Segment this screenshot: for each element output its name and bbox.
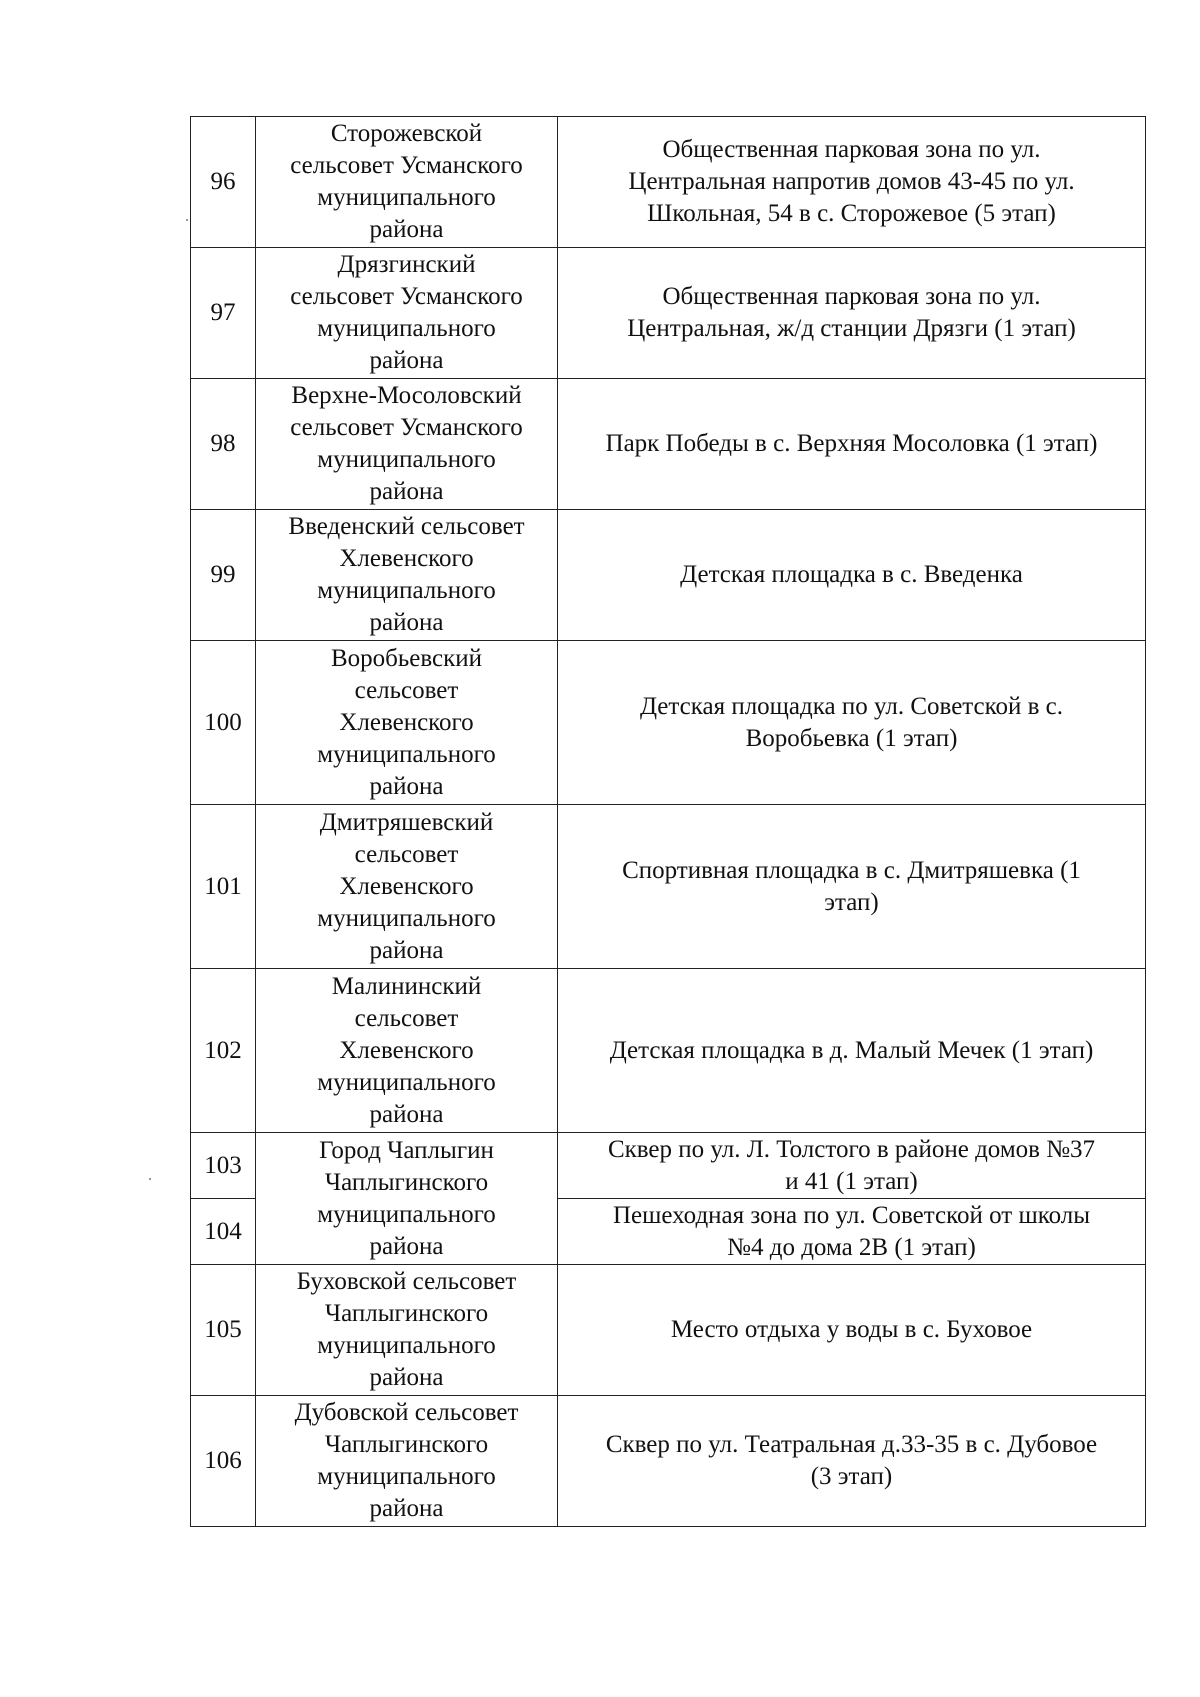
object-line: Воробьевка (1 этап)	[745, 724, 958, 752]
municipality-cell	[256, 969, 558, 1133]
object-line: Центральная, ж/д станции Дрязги (1 этап)	[627, 315, 1076, 342]
municipality-line: муниципального	[317, 904, 496, 932]
municipality-line: Малининский	[331, 972, 482, 1000]
municipality-line: района	[369, 347, 444, 374]
object-cell	[558, 379, 1146, 510]
table-row	[191, 248, 1146, 379]
table-row	[191, 510, 1146, 641]
object-cell	[558, 248, 1146, 379]
municipality-line: муниципального	[317, 1332, 496, 1359]
object-line: Детская площадка в д. Малый Мечек (1 этап)	[609, 1036, 1094, 1064]
municipality-line: Хлевенского	[339, 872, 474, 900]
municipality-line: Чаплыгинского	[324, 1300, 489, 1327]
municipality-line: муниципального	[317, 1068, 496, 1096]
row-number: 106	[191, 1396, 256, 1527]
object-line: №4 до дома 2В (1 этап)	[727, 1233, 976, 1261]
table-row	[191, 1133, 1146, 1199]
municipality-cell	[256, 248, 558, 379]
object-line: Общественная парковая зона по ул.	[662, 283, 1041, 310]
table-row	[191, 1396, 1146, 1527]
municipality-line: муниципального	[317, 184, 496, 211]
municipality-cell	[256, 805, 558, 969]
municipality-line: района	[369, 936, 444, 964]
municipality-line: Верхне-Мосоловский	[291, 382, 522, 409]
municipality-line: муниципального	[317, 446, 496, 473]
municipality-line: Чаплыгинского	[324, 1431, 489, 1458]
table-row	[191, 379, 1146, 510]
object-line: Сквер по ул. Театральная д.33-35 в с. Дубовое	[605, 1431, 1098, 1458]
object-line: (3 этап)	[810, 1463, 893, 1490]
improvement-objects-table	[190, 116, 1146, 1527]
municipality-line: Дмитряшевский	[319, 808, 494, 836]
object-line: Детская площадка по ул. Советской в с.	[639, 692, 1064, 720]
row-number: 101	[191, 805, 256, 969]
municipality-line: Чаплыгинского	[324, 1168, 489, 1196]
scan-speck	[186, 219, 188, 221]
municipality-line: района	[369, 216, 444, 243]
municipality-line: муниципального	[317, 1463, 496, 1490]
object-cell	[558, 510, 1146, 641]
object-cell	[558, 805, 1146, 969]
row-number: 103	[191, 1133, 256, 1199]
object-cell	[558, 1199, 1146, 1265]
municipality-line: муниципального	[317, 577, 496, 604]
municipality-line: муниципального	[317, 315, 496, 342]
object-cell	[558, 1133, 1146, 1199]
row-number: 105	[191, 1265, 256, 1396]
municipality-line: Хлевенского	[339, 708, 474, 736]
table-row	[191, 805, 1146, 969]
municipality-line: Город Чаплыгин	[319, 1136, 494, 1164]
municipality-line: сельсовет Усманского	[290, 152, 523, 179]
municipality-line: Хлевенского	[339, 1036, 474, 1064]
table-row	[191, 641, 1146, 805]
municipality-cell	[256, 510, 558, 641]
table-row	[191, 117, 1146, 248]
table-row	[191, 969, 1146, 1133]
row-number: 97	[191, 248, 256, 379]
municipality-line: сельсовет Усманского	[290, 414, 523, 441]
row-number: 102	[191, 969, 256, 1133]
municipality-line: района	[369, 772, 444, 800]
municipality-line: района	[369, 1232, 444, 1260]
municipality-line: Дубовской сельсовет	[294, 1399, 519, 1426]
object-cell	[558, 117, 1146, 248]
municipality-cell	[256, 1133, 558, 1265]
municipality-line: Воробьевский	[330, 644, 483, 672]
municipality-line: Хлевенского	[339, 545, 474, 572]
municipality-cell	[256, 1396, 558, 1527]
object-line: Сквер по ул. Л. Толстого в районе домов №37	[607, 1135, 1096, 1163]
object-cell	[558, 641, 1146, 805]
municipality-line: района	[369, 609, 444, 636]
municipality-cell	[256, 379, 558, 510]
object-line: Школьная, 54 в с. Сторожевое (5 этап)	[647, 200, 1056, 227]
object-line: Центральная напротив домов 43-45 по ул.	[628, 168, 1075, 195]
object-line: Общественная парковая зона по ул.	[662, 136, 1041, 163]
municipality-line: Введенский сельсовет	[288, 513, 525, 540]
municipality-cell	[256, 117, 558, 248]
object-line: Парк Победы в с. Верхняя Мосоловка (1 этап)	[605, 430, 1098, 457]
municipality-cell	[256, 641, 558, 805]
row-number: 99	[191, 510, 256, 641]
object-line: этап)	[824, 888, 879, 916]
municipality-line: сельсовет	[354, 840, 459, 868]
municipality-line: района	[369, 1100, 444, 1128]
municipality-cell	[256, 1265, 558, 1396]
municipality-line: муниципального	[317, 740, 496, 768]
object-cell	[558, 1396, 1146, 1527]
object-line: Детская площадка в с. Введенка	[680, 561, 1023, 588]
object-line: Пешеходная зона по ул. Советской от школы	[612, 1201, 1091, 1229]
municipality-line: сельсовет Усманского	[290, 283, 523, 310]
municipality-line: сельсовет	[354, 676, 459, 704]
municipality-line: сельсовет	[354, 1004, 459, 1032]
row-number: 104	[191, 1199, 256, 1265]
municipality-line: Сторожевской	[330, 120, 483, 147]
municipality-line: района	[369, 1495, 444, 1522]
object-line: Спортивная площадка в с. Дмитряшевка (1	[622, 856, 1081, 884]
object-line: и 41 (1 этап)	[785, 1167, 918, 1195]
object-line: Место отдыха у воды в с. Буховое	[670, 1316, 1033, 1343]
object-cell	[558, 1265, 1146, 1396]
municipality-line: муниципального	[317, 1200, 496, 1228]
row-number: 100	[191, 641, 256, 805]
municipality-line: района	[369, 1364, 444, 1391]
scan-speck	[149, 1178, 151, 1180]
row-number: 96	[191, 117, 256, 248]
table-row	[191, 1265, 1146, 1396]
municipality-line: Буховской сельсовет	[296, 1268, 517, 1295]
row-number: 98	[191, 379, 256, 510]
object-cell	[558, 969, 1146, 1133]
municipality-line: района	[369, 478, 444, 505]
municipality-line: Дрязгинский	[337, 251, 476, 278]
